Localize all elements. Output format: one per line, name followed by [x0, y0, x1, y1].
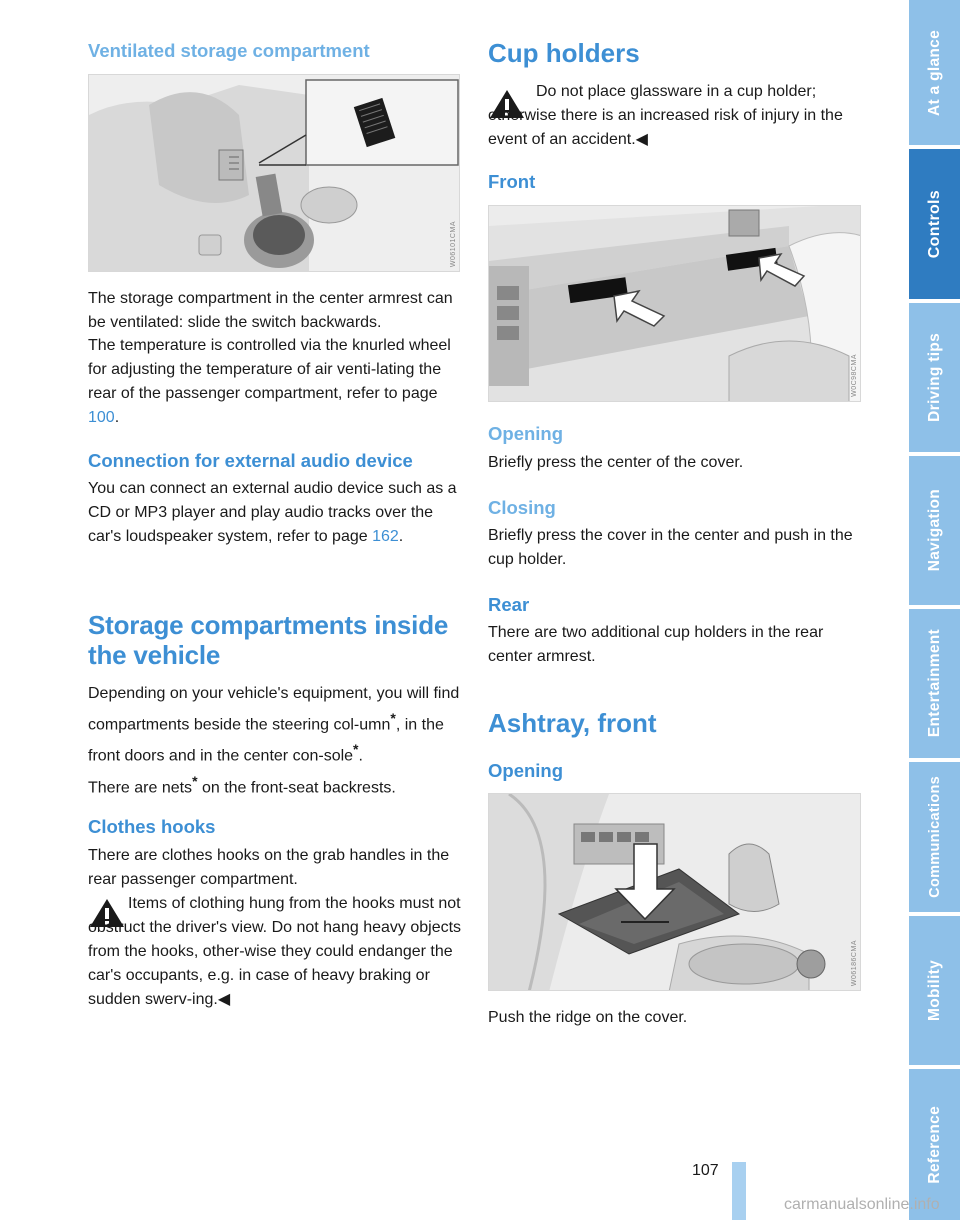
- storage-paragraph: Depending on your vehicle's equipment, you will find compartments beside the steering col-umn*, in the front doors and in the center con-sole*. There are nets* on the front-seat backrests.: [88, 685, 460, 796]
- star-icon: *: [192, 772, 198, 789]
- sidebar-tab-navigation[interactable]: Navigation: [909, 456, 960, 605]
- rear-text: There are two additional cup holders in the rear center armrest.: [488, 624, 824, 665]
- ventilated-paragraph-2: The temperature is controlled via the knurled wheel for adjusting the temperature of air venti-lating the rear of the passenger compartment, refer to page 100.: [88, 337, 451, 426]
- cup-holders-heading: Cup holders: [488, 38, 640, 68]
- figure-code: W06101CMA: [450, 220, 457, 267]
- sidebar-tab-entertainment[interactable]: Entertainment: [909, 609, 960, 758]
- ashtray-opening-heading: Opening: [488, 760, 564, 781]
- end-mark-icon: ◀: [217, 991, 231, 1008]
- figure-code: W06186CMA: [851, 939, 858, 986]
- ventilated-heading: Ventilated storage compartment: [88, 40, 370, 61]
- front-cup-holder-figure: [488, 205, 861, 402]
- clothes-paragraph: There are clothes hooks on the grab handles in the rear passenger compartment.: [88, 847, 450, 888]
- rear-heading: Rear: [488, 594, 530, 615]
- closing-text: Briefly press the cover in the center and push in the cup holder.: [488, 527, 853, 568]
- sidebar-tab-at-a-glance[interactable]: At a glance: [909, 0, 960, 145]
- closing-heading: Closing: [488, 497, 556, 518]
- clothes-heading: Clothes hooks: [88, 816, 216, 837]
- ventilated-paragraph-1: The storage compartment in the center armrest can be ventilated: slide the switch backwards.: [88, 290, 453, 331]
- sidebar-tab-controls[interactable]: Controls: [909, 149, 960, 299]
- ventilated-compartment-figure: [88, 74, 460, 272]
- page-100-link[interactable]: 100: [88, 409, 115, 426]
- cup-holders-warning: Do not place glassware in a cup holder; otherwise there is an increased risk of injury in the event of an accident.◀: [488, 83, 843, 148]
- audio-paragraph: You can connect an external audio device such as a CD or MP3 player and play audio tracks over the car's loudspeaker system, refer to page 162.: [88, 480, 457, 545]
- sidebar-tab-driving-tips[interactable]: Driving tips: [909, 303, 960, 452]
- page-number: 107: [692, 1162, 719, 1179]
- storage-heading: Storage compartments inside the vehicle: [88, 610, 449, 670]
- opening-text: Briefly press the center of the cover.: [488, 454, 744, 471]
- star-icon: *: [353, 741, 359, 758]
- page-marker-bar: [732, 1162, 746, 1220]
- chapter-sidebar: [909, 0, 960, 1220]
- star-icon: *: [390, 710, 396, 726]
- sidebar-tab-mobility[interactable]: Mobility: [909, 916, 960, 1065]
- ashtray-heading: Ashtray, front: [488, 708, 657, 738]
- sidebar-tab-reference[interactable]: Reference: [909, 1069, 960, 1220]
- page-162-link[interactable]: 162: [372, 528, 399, 545]
- front-heading: Front: [488, 171, 536, 192]
- push-ridge-text: Push the ridge on the cover.: [488, 1009, 688, 1026]
- end-mark-icon: ◀: [635, 131, 648, 148]
- clothes-warning: Items of clothing hung from the hooks must not obstruct the driver's view. Do not hang heavy objects from the hooks, other-wise they could endanger the car's occupants, e.g. in case of heavy braking or sudden swerv-ing.◀: [88, 895, 462, 1008]
- figure-code: W0C98CMA: [851, 354, 858, 397]
- audio-heading: Connection for external audio device: [88, 450, 413, 471]
- ashtray-figure: [488, 793, 861, 991]
- watermark: carmanualsonline.info: [784, 1196, 940, 1213]
- sidebar-tab-communications[interactable]: Communications: [909, 762, 960, 912]
- opening-heading: Opening: [488, 423, 564, 444]
